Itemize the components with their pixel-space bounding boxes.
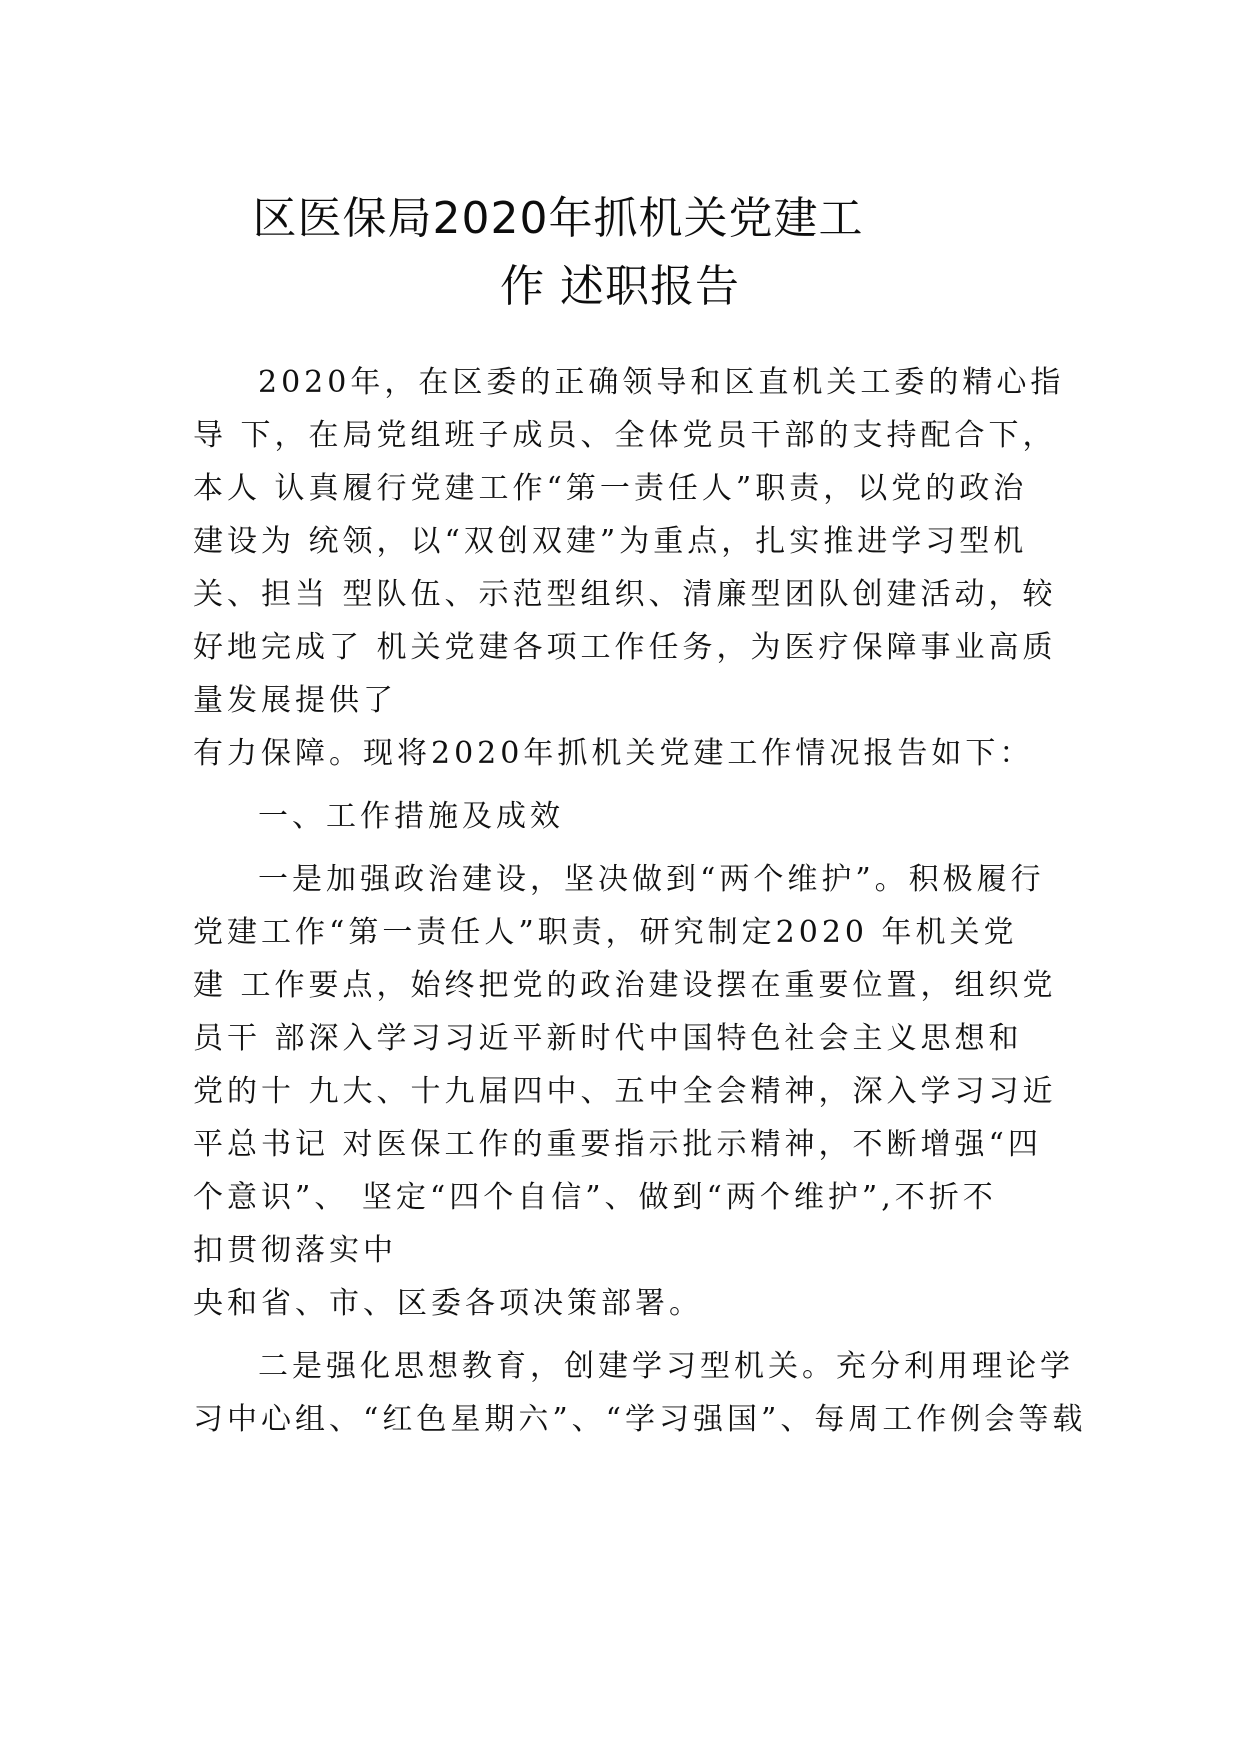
paragraph-line: 一是加强政治建设，坚决做到“两个维护”。积极履行 — [258, 862, 1045, 897]
paragraph-line: 好地完成了 机关党建各项工作任务，为医疗保障事业高质 — [193, 630, 1057, 665]
paragraph-line: 扣贯彻落实中 — [193, 1233, 397, 1268]
paragraph-line: 量发展提供了 — [193, 683, 397, 718]
paragraph-line: 本人 认真履行党建工作“第一责任人”职责，以党的政治 — [193, 471, 1028, 506]
section-heading: 一、工作措施及成效 — [258, 799, 564, 834]
paragraph-line: 党建工作“第一责任人”职责，研究制定2020 年机关党 — [193, 915, 1018, 950]
paragraph-line: 有力保障。现将2020年抓机关党建工作情况报告如下： — [193, 736, 1034, 771]
paragraph-line: 导 下，在局党组班子成员、全体党员干部的支持配合下， — [193, 418, 1057, 453]
paragraph-line: 建设为 统领，以“双创双建”为重点，扎实推进学习型机 — [193, 524, 1028, 559]
paragraph-line: 关、担当 型队伍、示范型组织、清廉型团队创建活动，较 — [193, 577, 1057, 612]
paragraph-line: 建 工作要点，始终把党的政治建设摆在重要位置，组织党 — [193, 968, 1057, 1003]
paragraph-line: 2020年，在区委的正确领导和区直机关工委的精心指 — [258, 365, 1065, 400]
paragraph-line: 平总书记 对医保工作的重要指示批示精神，不断增强“四 — [193, 1127, 1042, 1162]
paragraph-line: 央和省、市、区委各项决策部署。 — [193, 1286, 703, 1321]
document-title-line-2: 作 述职报告 — [500, 261, 740, 312]
document-title-line-1: 区医保局2020年抓机关党建工 — [252, 193, 864, 244]
paragraph-line: 员干 部深入学习习近平新时代中国特色社会主义思想和 — [193, 1021, 1023, 1056]
paragraph-line: 党的十 九大、十九届四中、五中全会精神，深入学习习近 — [193, 1074, 1057, 1109]
paragraph-line: 习中心组、“红色星期六”、“学习强国”、每周工作例会等载 — [193, 1402, 1087, 1437]
paragraph-line: 二是强化思想教育，创建学习型机关。充分利用理论学 — [258, 1349, 1074, 1384]
paragraph-line: 个意识”、 坚定“四个自信”、做到“两个维护”,不折不 — [193, 1180, 997, 1215]
